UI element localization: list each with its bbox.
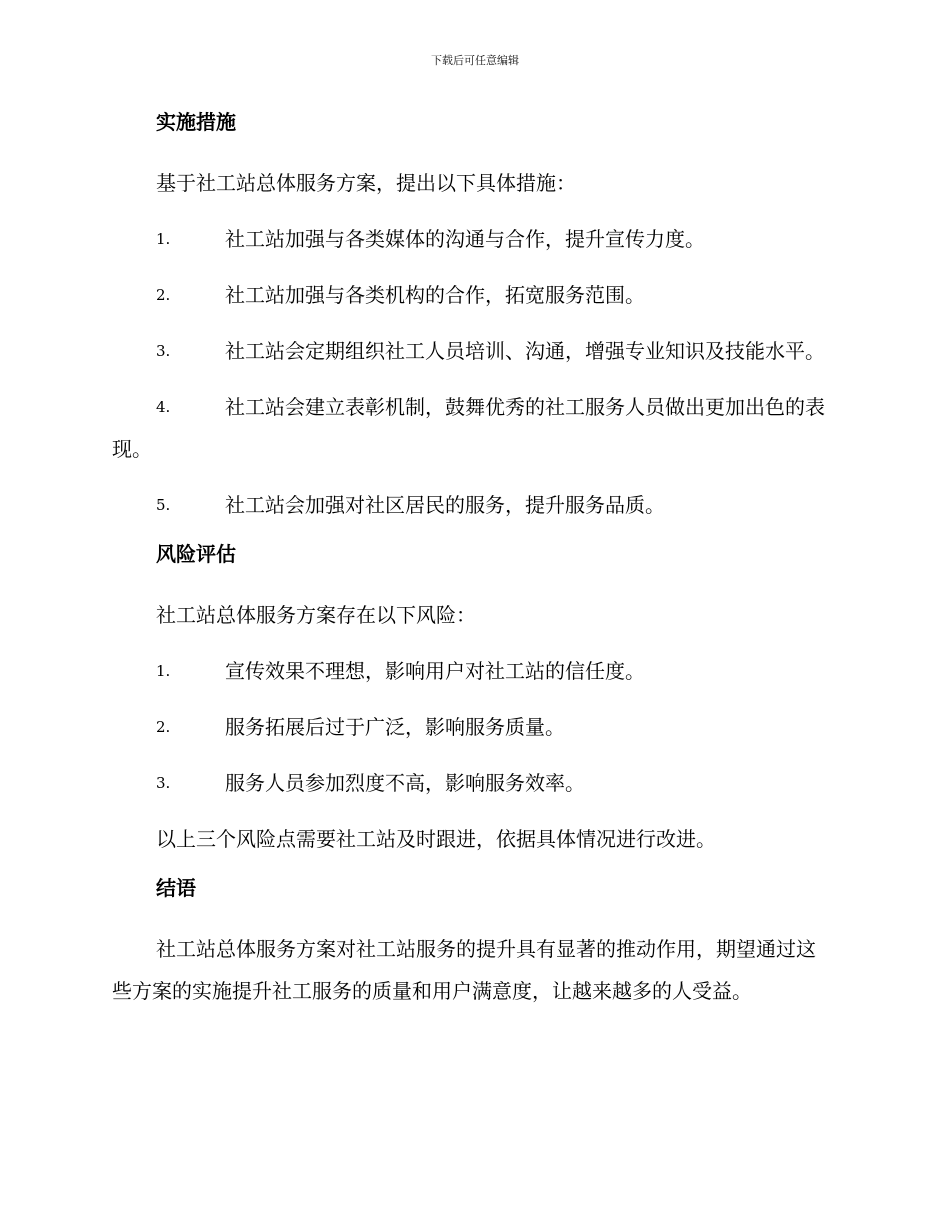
list-text: 服务人员参加烈度不高，影响服务效率。	[225, 771, 585, 795]
list-text: 社工站会建立表彰机制，鼓舞优秀的社工服务人员做出更加出色的表现。	[112, 395, 825, 461]
list-number: 2.	[156, 718, 171, 736]
page-header: 下载后可任意编辑	[431, 54, 519, 67]
risk-summary: 以上三个风险点需要社工站及时跟进，依据具体情况进行改进。	[156, 827, 716, 851]
measures-intro: 基于社工站总体服务方案，提出以下具体措施：	[156, 171, 576, 195]
list-number: 1.	[156, 230, 171, 248]
list-item	[112, 762, 834, 804]
list-number: 1.	[156, 662, 171, 680]
list-item	[112, 386, 834, 470]
list-text: 宣传效果不理想，影响用户对社工站的信任度。	[225, 659, 645, 683]
section-heading-risk: 风险评估	[156, 542, 236, 566]
list-number: 3.	[156, 774, 171, 792]
risk-intro: 社工站总体服务方案存在以下风险：	[156, 603, 476, 627]
list-item	[112, 330, 834, 372]
section-heading-measures: 实施措施	[156, 110, 236, 134]
list-item	[112, 706, 834, 748]
list-number: 2.	[156, 286, 171, 304]
list-text: 服务拓展后过于广泛，影响服务质量。	[225, 715, 565, 739]
list-item	[112, 218, 834, 260]
list-text: 社工站加强与各类机构的合作，拓宽服务范围。	[225, 283, 645, 307]
list-text: 社工站加强与各类媒体的沟通与合作，提升宣传力度。	[225, 227, 705, 251]
list-number: 3.	[156, 342, 171, 360]
list-item	[112, 274, 834, 316]
list-text: 社工站会加强对社区居民的服务，提升服务品质。	[225, 493, 665, 517]
list-number: 4.	[156, 398, 171, 416]
list-text: 社工站会定期组织社工人员培训、沟通，增强专业知识及技能水平。	[225, 339, 825, 363]
conclusion-body: 社工站总体服务方案对社工站服务的提升具有显著的推动作用，期望通过这些方案的实施提升社工服务的质量和用户满意度，让越来越多的人受益。	[112, 937, 816, 1003]
list-item	[112, 484, 834, 526]
section-heading-conclusion: 结语	[156, 876, 196, 900]
list-item	[112, 650, 834, 692]
list-number: 5.	[156, 496, 171, 514]
document-body	[112, 108, 834, 1026]
